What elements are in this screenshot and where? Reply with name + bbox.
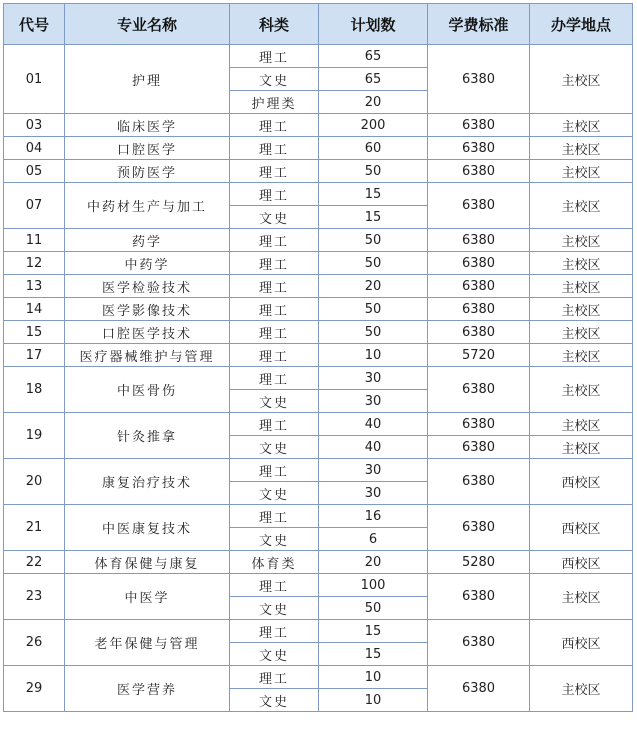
campus-location: 主校区 <box>530 436 633 459</box>
major-code: 01 <box>4 45 65 114</box>
table-row <box>4 229 633 252</box>
plan-count: 200 <box>319 114 428 137</box>
plan-count: 50 <box>319 597 428 620</box>
table-row <box>4 114 633 137</box>
plan-count: 10 <box>319 689 428 712</box>
table-row <box>4 413 633 436</box>
table-row <box>4 551 633 574</box>
major-name: 康复治疗技术 <box>65 459 230 505</box>
subject-category: 理工 <box>230 137 319 160</box>
subject-category: 文史 <box>230 68 319 91</box>
subject-category: 体育类 <box>230 551 319 574</box>
campus-location: 主校区 <box>530 252 633 275</box>
major-name: 针灸推拿 <box>65 413 230 459</box>
major-name: 医学营养 <box>65 666 230 712</box>
major-code: 17 <box>4 344 65 367</box>
major-name: 老年保健与管理 <box>65 620 230 666</box>
table-row <box>4 344 633 367</box>
major-code: 11 <box>4 229 65 252</box>
major-name: 药学 <box>65 229 230 252</box>
major-code: 20 <box>4 459 65 505</box>
tuition-fee: 6380 <box>428 413 530 436</box>
header-subject-category: 科类 <box>230 4 319 45</box>
campus-location: 主校区 <box>530 45 633 114</box>
enrollment-plan-table-wrapper <box>3 3 633 712</box>
tuition-fee: 6380 <box>428 367 530 413</box>
table-row <box>4 45 633 68</box>
table-row <box>4 620 633 643</box>
plan-count: 10 <box>319 666 428 689</box>
plan-count: 15 <box>319 620 428 643</box>
campus-location: 主校区 <box>530 229 633 252</box>
subject-category: 理工 <box>230 505 319 528</box>
plan-count: 65 <box>319 45 428 68</box>
plan-count: 30 <box>319 367 428 390</box>
campus-location: 西校区 <box>530 551 633 574</box>
plan-count: 6 <box>319 528 428 551</box>
plan-count: 20 <box>319 551 428 574</box>
major-name: 中药材生产与加工 <box>65 183 230 229</box>
major-code: 05 <box>4 160 65 183</box>
subject-category: 理工 <box>230 666 319 689</box>
subject-category: 理工 <box>230 620 319 643</box>
table-row <box>4 459 633 482</box>
enrollment-plan-table <box>3 3 633 712</box>
table-row <box>4 252 633 275</box>
campus-location: 主校区 <box>530 367 633 413</box>
campus-location: 主校区 <box>530 183 633 229</box>
table-row <box>4 574 633 597</box>
header-row <box>4 4 633 45</box>
major-code: 22 <box>4 551 65 574</box>
table-row <box>4 505 633 528</box>
header-code: 代号 <box>4 4 65 45</box>
header-major-name: 专业名称 <box>65 4 230 45</box>
subject-category: 文史 <box>230 597 319 620</box>
major-code: 14 <box>4 298 65 321</box>
subject-category: 理工 <box>230 160 319 183</box>
plan-count: 65 <box>319 68 428 91</box>
subject-category: 护理类 <box>230 91 319 114</box>
plan-count: 15 <box>319 206 428 229</box>
subject-category: 理工 <box>230 574 319 597</box>
campus-location: 主校区 <box>530 114 633 137</box>
table-row <box>4 160 633 183</box>
major-code: 04 <box>4 137 65 160</box>
plan-count: 50 <box>319 160 428 183</box>
table-row <box>4 275 633 298</box>
major-code: 23 <box>4 574 65 620</box>
major-code: 19 <box>4 413 65 459</box>
subject-category: 文史 <box>230 482 319 505</box>
tuition-fee: 6380 <box>428 275 530 298</box>
plan-count: 100 <box>319 574 428 597</box>
major-code: 03 <box>4 114 65 137</box>
tuition-fee: 6380 <box>428 620 530 666</box>
plan-count: 50 <box>319 298 428 321</box>
subject-category: 理工 <box>230 459 319 482</box>
plan-count: 50 <box>319 321 428 344</box>
campus-location: 主校区 <box>530 298 633 321</box>
subject-category: 理工 <box>230 252 319 275</box>
plan-count: 30 <box>319 459 428 482</box>
plan-count: 50 <box>319 229 428 252</box>
tuition-fee: 5280 <box>428 551 530 574</box>
subject-category: 理工 <box>230 275 319 298</box>
plan-count: 20 <box>319 275 428 298</box>
tuition-fee: 6380 <box>428 298 530 321</box>
table-row <box>4 137 633 160</box>
plan-count: 15 <box>319 643 428 666</box>
tuition-fee: 6380 <box>428 666 530 712</box>
major-name: 体育保健与康复 <box>65 551 230 574</box>
plan-count: 40 <box>319 413 428 436</box>
tuition-fee: 6380 <box>428 252 530 275</box>
tuition-fee: 6380 <box>428 321 530 344</box>
subject-category: 理工 <box>230 321 319 344</box>
tuition-fee: 6380 <box>428 459 530 505</box>
plan-count: 30 <box>319 482 428 505</box>
major-name: 医疗器械维护与管理 <box>65 344 230 367</box>
campus-location: 西校区 <box>530 459 633 505</box>
major-code: 29 <box>4 666 65 712</box>
tuition-fee: 6380 <box>428 45 530 114</box>
tuition-fee: 6380 <box>428 137 530 160</box>
campus-location: 主校区 <box>530 574 633 620</box>
table-body <box>4 45 633 712</box>
subject-category: 理工 <box>230 413 319 436</box>
major-name: 护理 <box>65 45 230 114</box>
header-campus: 办学地点 <box>530 4 633 45</box>
subject-category: 文史 <box>230 528 319 551</box>
subject-category: 理工 <box>230 183 319 206</box>
plan-count: 15 <box>319 183 428 206</box>
table-row <box>4 367 633 390</box>
tuition-fee: 6380 <box>428 505 530 551</box>
subject-category: 理工 <box>230 298 319 321</box>
campus-location: 主校区 <box>530 275 633 298</box>
subject-category: 文史 <box>230 206 319 229</box>
plan-count: 60 <box>319 137 428 160</box>
plan-count: 50 <box>319 252 428 275</box>
subject-category: 文史 <box>230 390 319 413</box>
table-header <box>4 4 633 45</box>
plan-count: 10 <box>319 344 428 367</box>
header-plan-count: 计划数 <box>319 4 428 45</box>
plan-count: 16 <box>319 505 428 528</box>
major-code: 21 <box>4 505 65 551</box>
campus-location: 西校区 <box>530 620 633 666</box>
campus-location: 主校区 <box>530 321 633 344</box>
major-name: 中医骨伤 <box>65 367 230 413</box>
subject-category: 文史 <box>230 689 319 712</box>
campus-location: 西校区 <box>530 505 633 551</box>
campus-location: 主校区 <box>530 137 633 160</box>
major-name: 医学检验技术 <box>65 275 230 298</box>
table-row <box>4 298 633 321</box>
major-code: 18 <box>4 367 65 413</box>
header-tuition: 学费标准 <box>428 4 530 45</box>
tuition-fee: 6380 <box>428 160 530 183</box>
plan-count: 20 <box>319 91 428 114</box>
tuition-fee: 6380 <box>428 229 530 252</box>
major-name: 预防医学 <box>65 160 230 183</box>
subject-category: 理工 <box>230 344 319 367</box>
subject-category: 理工 <box>230 114 319 137</box>
major-name: 中医学 <box>65 574 230 620</box>
table-row <box>4 666 633 689</box>
subject-category: 文史 <box>230 436 319 459</box>
campus-location: 主校区 <box>530 666 633 712</box>
major-code: 07 <box>4 183 65 229</box>
campus-location: 主校区 <box>530 413 633 436</box>
major-name: 医学影像技术 <box>65 298 230 321</box>
tuition-fee: 6380 <box>428 114 530 137</box>
subject-category: 文史 <box>230 643 319 666</box>
major-name: 中医康复技术 <box>65 505 230 551</box>
major-name: 中药学 <box>65 252 230 275</box>
major-code: 13 <box>4 275 65 298</box>
table-row <box>4 321 633 344</box>
major-code: 15 <box>4 321 65 344</box>
campus-location: 主校区 <box>530 344 633 367</box>
plan-count: 40 <box>319 436 428 459</box>
subject-category: 理工 <box>230 229 319 252</box>
campus-location: 主校区 <box>530 160 633 183</box>
tuition-fee: 6380 <box>428 574 530 620</box>
major-name: 临床医学 <box>65 114 230 137</box>
major-code: 26 <box>4 620 65 666</box>
plan-count: 30 <box>319 390 428 413</box>
tuition-fee: 6380 <box>428 436 530 459</box>
major-code: 12 <box>4 252 65 275</box>
tuition-fee: 5720 <box>428 344 530 367</box>
tuition-fee: 6380 <box>428 183 530 229</box>
major-name: 口腔医学技术 <box>65 321 230 344</box>
subject-category: 理工 <box>230 45 319 68</box>
major-name: 口腔医学 <box>65 137 230 160</box>
subject-category: 理工 <box>230 367 319 390</box>
table-row <box>4 183 633 206</box>
